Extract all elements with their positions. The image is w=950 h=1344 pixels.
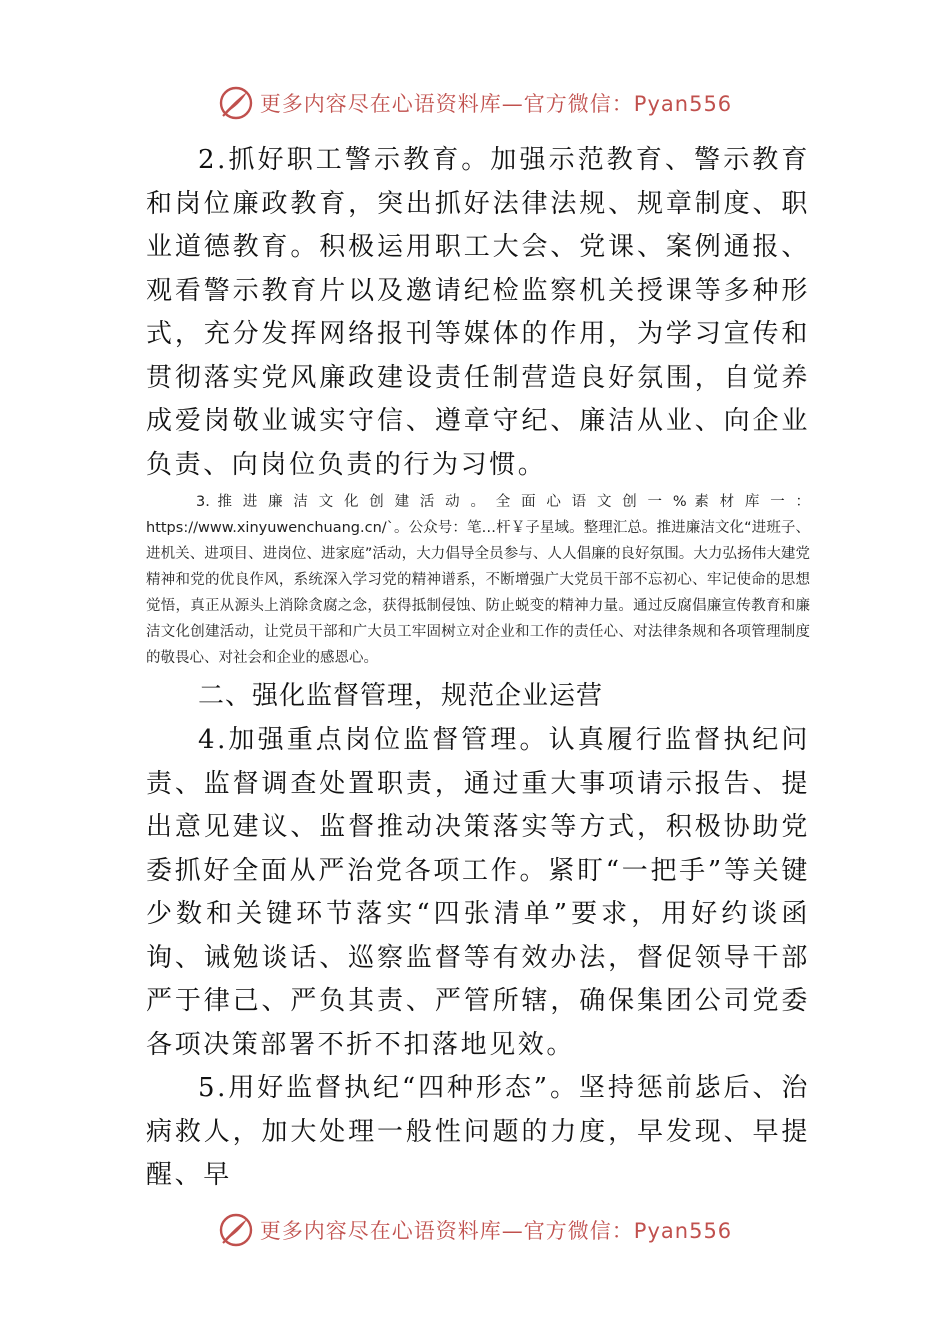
footer-banner: [0, 1207, 950, 1253]
header-banner: [0, 80, 950, 126]
paragraph-4: 4.加强重点岗位监督管理。认真履行监督执纪问责、监督调查处置职责，通过重大事项请示报告、提出意见建议、监督推动决策落实等方式，积极协助党委抓好全面从严治党各项工作。紧盯“一把手”等关键少数和关键环节落实“四张清单”要求，用好约谈函询、诫勉谈话、巡察监督等有效办法，督促领导干部严于律己、严负其责、严管所辖，确保集团公司党委各项决策部署不折不扣落地见效。: [146, 725, 810, 1060]
paragraph-3: 3. 推 进 廉 洁 文 化 创 建 活 动 。 全 面 心 语 文 创 一 % 素 材 库 一 ： https://www.xinyuwenchuang.cn/`。公众号：笔…杆￥子星域。整理汇总。推进廉洁文化“进班子、进机关、进项目、进岗位、进家庭”活动，大力倡导全员参与、人人倡廉的良好氛围。大力弘扬伟大建党精神和党的优良作风，系统深入学习党的精神谱系，不断增强广大党员干部不忘初心、牢记使命的思想觉悟，真正从源头上消除贪腐之念，获得抵制侵蚀、防止蜕变的精神力量。通过反腐倡廉宣传教育和廉洁文化创建活动，让党员干部和广大员工牢固树立对企业和工作的责任心、对法律条规和各项管理制度的敬畏心、对社会和企业的感恩心。: [146, 494, 810, 666]
quill-logo-icon: [218, 1212, 254, 1248]
quill-logo-icon: [218, 85, 254, 121]
paragraph-2: 2.抓好职工警示教育。加强示范教育、警示教育和岗位廉政教育，突出抓好法律法规、规章制度、职业道德教育。积极运用职工大会、党课、案例通报、观看警示教育片以及邀请纪检监察机关授课等多种形式，充分发挥网络报刊等媒体的作用，为学习宣传和贯彻落实党风廉政建设责任制营造良好氛围，自觉养成爱岗敬业诚实守信、遵章守纪、廉洁从业、向企业负责、向岗位负责的行为习惯。: [146, 145, 810, 480]
paragraph-5: 5.用好监督执纪“四种形态”。坚持惩前毖后、治病救人，加大处理一般性问题的力度，早发现、早提醒、早: [146, 1073, 810, 1190]
document-body: [146, 139, 810, 1198]
footer-banner-text: 更多内容尽在心语资料库—官方微信：Pyan556: [259, 1219, 733, 1243]
section-heading-2: 二、强化监督管理，规范企业运营: [198, 681, 604, 711]
header-banner-text: 更多内容尽在心语资料库—官方微信：Pyan556: [259, 92, 733, 116]
